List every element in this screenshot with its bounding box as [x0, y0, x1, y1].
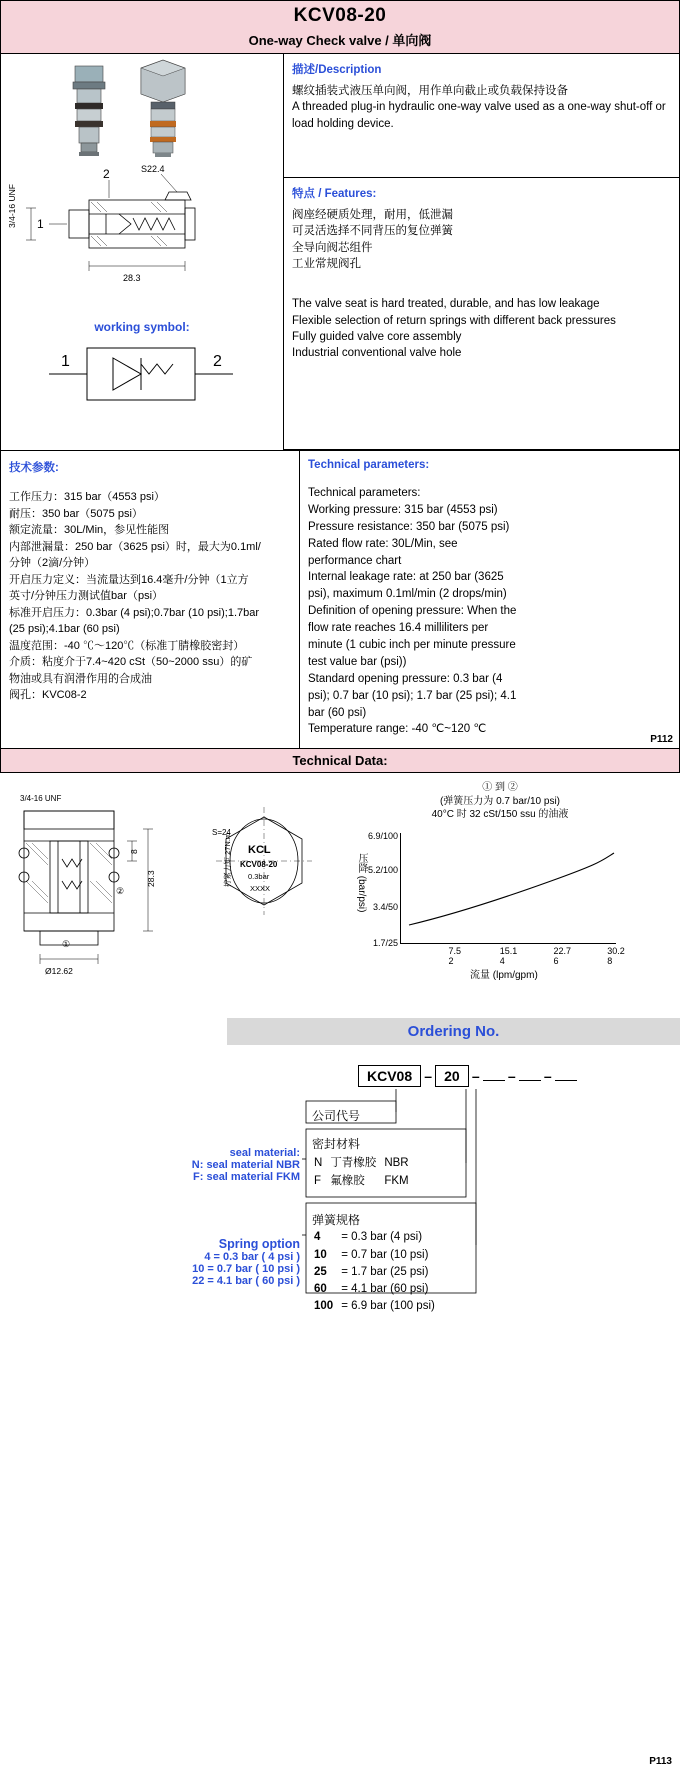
seal-cn-f: 氟橡胶 — [330, 1174, 365, 1187]
detail-port-2: ② — [116, 886, 125, 897]
description-block — [284, 54, 679, 178]
valve-section-drawing — [1, 162, 283, 314]
tech-cn-line-5: 分钟（2滴/分钟） — [9, 557, 96, 569]
seal-material-label-en: seal material: — [229, 1147, 300, 1160]
tech-en-line-1: Technical parameters: — [308, 487, 421, 499]
chart-ylabel: 压降 (bar/psi) — [356, 853, 367, 913]
chart-xtick-3: 22.7 6 — [553, 946, 572, 967]
detail-dim-dia: Ø12.62 — [45, 966, 73, 977]
hex-across-flats: S=24 — [212, 828, 231, 838]
company-code-label: 公司代号 — [312, 1109, 361, 1124]
seal-material-label-cn: 密封材料 — [312, 1137, 361, 1152]
chart-subtitle-2: 40°C 时 32 cSt/150 ssu 的油液 — [431, 809, 569, 821]
tech-en-line-14: bar (60 psi) — [308, 706, 367, 719]
performance-chart — [340, 781, 660, 981]
tech-cn-line-3: 额定流量：30L/Min，参见性能图 — [9, 524, 170, 536]
tech-cn-line-9: (25 psi);4.1bar (60 psi) — [9, 623, 120, 635]
feature-cn-4: 工业常规阀孔 — [292, 257, 361, 270]
spring-option-label-en: Spring option — [218, 1237, 300, 1252]
working-symbol-block — [1, 320, 283, 438]
drawing-port-1: 1 — [37, 217, 44, 231]
table-row — [310, 1264, 439, 1281]
tech-en-line-6: Internal leakage rate: at 250 bar (3625 — [308, 571, 504, 584]
seal-material-callout — [130, 1147, 300, 1183]
seal-option-n: N: seal material NBR — [191, 1159, 300, 1172]
tech-cn-line-12: 物油或具有润滑作用的合成油 — [9, 672, 152, 685]
technical-parameters-section — [0, 451, 680, 749]
tech-en-line-2: Working pressure: 315 bar (4553 psi) — [308, 503, 498, 516]
detail-port-1: ① — [62, 939, 71, 950]
symbol-port-2: 2 — [213, 353, 222, 370]
seal-code-f: F — [314, 1174, 322, 1187]
spring-value-4: = 0.3 bar (4 psi) — [341, 1231, 423, 1244]
spring-code-4: 4 — [314, 1231, 321, 1244]
tech-cn-line-13: 阀孔：KVC08-2 — [9, 689, 87, 701]
description-cn: 螺纹插装式液压单向阀，用作单向截止或负载保持设备 — [292, 85, 568, 97]
spring-option-left-1: 4 = 0.3 bar ( 4 psi ) — [204, 1251, 300, 1264]
cartridge-photo-pair — [1, 54, 283, 162]
tech-en-line-13: psi); 0.7 bar (10 psi); 1.7 bar (25 psi); 4.1 — [308, 689, 517, 702]
tech-params-cn-heading: 技术参数: — [9, 462, 59, 474]
drawing-port-2: 2 — [103, 167, 110, 181]
chart-xtick-1: 7.5 2 — [448, 946, 462, 967]
chart-title: ① 到 ② — [482, 782, 518, 794]
chart-xtick-2: 15.1 4 — [499, 946, 518, 967]
page-subtitle: One-way Check valve / 单向阀 — [248, 33, 432, 48]
table-row — [310, 1281, 439, 1298]
spring-code-25: 25 — [314, 1265, 327, 1278]
seal-en-n: NBR — [384, 1157, 409, 1170]
spring-option-callout — [120, 1237, 300, 1287]
tech-en-line-12: Standard opening pressure: 0.3 bar (4 — [308, 672, 503, 685]
ordering-blank-2[interactable] — [519, 1063, 541, 1081]
ordering-code-prefix: KCV08 — [358, 1065, 421, 1087]
ordering-title: Ordering No. — [407, 1023, 500, 1041]
chart-ytick-4: 6.9/100 — [367, 830, 398, 841]
page-number-p112: P112 — [650, 734, 673, 746]
tech-cn-line-8: 标准开启压力：0.3bar (4 psi);0.7bar (10 psi);1.7bar — [9, 606, 260, 619]
features-heading: 特点 / Features: — [292, 188, 377, 200]
feature-cn-1: 阀座经硬质处理，耐用，低泄漏 — [292, 209, 453, 221]
hex-marking-drawing — [190, 787, 340, 977]
ordering-code-row — [358, 1063, 577, 1087]
tech-cn-line-7: 英寸/分钟压力测试值bar（psi） — [9, 590, 164, 602]
tech-cn-line-4: 内部泄漏量：250 bar（3625 psi）时，最大为0.1ml/ — [9, 540, 261, 553]
feature-en-1: The valve seat is hard treated, durable, and has low leakage — [292, 298, 600, 311]
page-title: KCV08-20 — [293, 5, 387, 26]
ordering-area — [0, 1045, 680, 1313]
spring-value-25: = 1.7 bar (25 psi) — [341, 1265, 429, 1278]
product-photos — [1, 54, 283, 162]
feature-cn-3: 全导向阀芯组件 — [292, 241, 373, 254]
chart-ytick-3: 5.2/100 — [367, 864, 398, 875]
seal-material-table — [310, 1155, 413, 1190]
table-row — [310, 1247, 439, 1264]
seal-en-f: FKM — [384, 1174, 409, 1187]
spring-value-60: = 4.1 bar (60 psi) — [341, 1283, 429, 1296]
description-en: A threaded plug-in hydraulic one-way valve used as a one-way shut-off or load holding device. — [292, 101, 666, 130]
dim-s224: S22.4 — [141, 164, 165, 174]
feature-en-4: Industrial conventional valve hole — [292, 347, 462, 360]
ordering-code-size: 20 — [435, 1065, 469, 1087]
text-column — [284, 54, 679, 450]
hex-brand: KCL — [248, 844, 271, 857]
ordering-dash-1: – — [424, 1068, 433, 1085]
detail-thread-label: 3/4-16 UNF — [20, 794, 62, 804]
working-symbol-title: working symbol: — [94, 320, 190, 334]
hex-pressure: 0.3bar — [248, 872, 270, 882]
table-row — [310, 1229, 439, 1246]
ordering-dash-4: – — [543, 1068, 552, 1085]
spring-value-10: = 0.7 bar (10 psi) — [341, 1248, 429, 1261]
ordering-dash-2: – — [471, 1068, 480, 1085]
table-row — [310, 1298, 439, 1315]
feature-en-3: Fully guided valve core assembly — [292, 330, 462, 343]
tech-cn-line-10: 温度范围：-40 ℃～120℃（标准丁腈橡胶密封） — [9, 639, 245, 652]
dim-thread: 3/4-16 UNF — [7, 184, 17, 228]
technical-data-area — [0, 773, 680, 1018]
tech-en-line-7: psi), maximum 0.1ml/min (2 drops/min) — [308, 588, 507, 601]
spring-option-left-3: 22 = 4.1 bar ( 60 psi ) — [192, 1275, 300, 1288]
spring-code-60: 60 — [314, 1283, 327, 1296]
tech-cn-line-11: 介质：粘度介于7.4~420 cSt（50~2000 ssu）的矿 — [9, 656, 253, 668]
seal-option-f: F: seal material FKM — [193, 1171, 300, 1184]
description-heading: 描述/Description — [292, 64, 382, 76]
chart-subtitle-1: (弹簧压力为 0.7 bar/10 psi) — [439, 795, 561, 807]
tech-en-line-15: Temperature range: -40 ℃~120 ℃ — [308, 723, 487, 736]
tech-en-line-9: flow rate reaches 16.4 milliliters per — [308, 622, 489, 635]
table-row — [310, 1173, 413, 1190]
tech-en-line-11: test value bar (psi)) — [308, 655, 407, 668]
section-drawing — [1, 162, 283, 314]
symbol-port-1: 1 — [61, 353, 70, 370]
chart-curve — [401, 833, 616, 943]
tech-en-line-10: minute (1 cubic inch per minute pressure — [308, 639, 516, 652]
technical-data-band: Technical Data: — [0, 749, 680, 773]
hex-model: KCV08-20 — [240, 860, 278, 870]
feature-en-2: Flexible selection of return springs with different back pressures — [292, 314, 616, 327]
ordering-dash-3: – — [507, 1068, 516, 1085]
spring-code-10: 10 — [314, 1248, 327, 1261]
ordering-blank-1[interactable] — [483, 1063, 505, 1081]
tech-en-line-4: Rated flow rate: 30L/Min, see — [308, 537, 458, 550]
detail-dim-8: 8 — [129, 849, 139, 855]
spring-code-100: 100 — [314, 1300, 334, 1313]
top-section — [0, 53, 680, 451]
tech-en-line-5: performance chart — [308, 554, 402, 567]
seal-code-n: N — [314, 1157, 323, 1170]
features-block — [284, 178, 679, 450]
detail-section-drawing — [6, 781, 181, 981]
tech-params-en — [300, 451, 679, 748]
page-number-p113: P113 — [649, 1756, 672, 1767]
spring-option-left-2: 10 = 0.7 bar ( 10 psi ) — [192, 1263, 300, 1276]
working-symbol-drawing — [1, 334, 283, 418]
dim-length: 28.3 — [123, 273, 141, 283]
tech-cn-line-1: 工作压力：315 bar（4553 psi） — [9, 491, 165, 503]
spring-spec-table — [310, 1229, 439, 1315]
hex-lot: XXXX — [250, 884, 271, 894]
tech-cn-line-2: 耐压：350 bar（5075 psi） — [9, 507, 143, 520]
tech-params-en-heading: Technical parameters: — [308, 459, 430, 471]
tech-en-line-8: Definition of opening pressure: When the — [308, 605, 517, 618]
chart-xtick-4: 30.2 8 — [607, 946, 625, 967]
feature-cn-2: 可灵活选择不同背压的复位弹簧 — [292, 225, 453, 238]
table-row — [310, 1155, 413, 1172]
chart-ytick-2: 3.4/50 — [372, 901, 398, 912]
tech-cn-line-6: 开启压力定义：当流量达到16.4毫升/分钟（1立方 — [9, 573, 249, 586]
hex-torque: 拧紧力矩 27N.m — [223, 833, 232, 888]
tech-en-line-3: Pressure resistance: 350 bar (5075 psi) — [308, 520, 510, 533]
page-header — [0, 0, 680, 53]
chart-plot-area — [367, 830, 625, 967]
spring-value-100: = 6.9 bar (100 psi) — [341, 1300, 435, 1313]
chart-xlabel: 流量 (lpm/gpm) — [470, 970, 538, 982]
ordering-band — [227, 1018, 680, 1045]
tech-params-cn — [1, 451, 300, 748]
spring-spec-label-cn: 弹簧规格 — [312, 1213, 361, 1228]
chart-ytick-1: 1.7/25 — [372, 938, 398, 949]
detail-dim-283: 28.3 — [146, 870, 156, 888]
ordering-blank-3[interactable] — [555, 1063, 577, 1081]
seal-cn-n: 丁青橡胶 — [330, 1157, 377, 1170]
illustration-column — [1, 54, 284, 450]
